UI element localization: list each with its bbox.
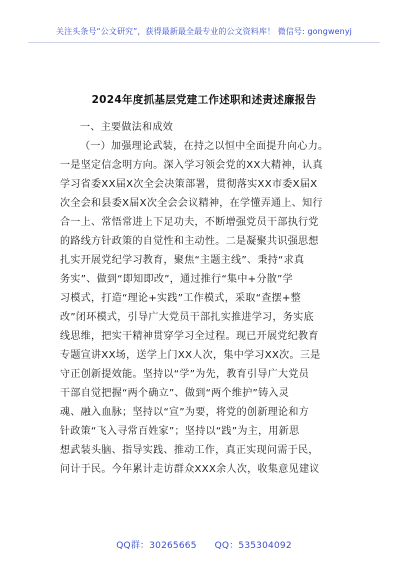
body-line: 扎实开展党纪学习教育，聚焦“主题主线”、秉持“求真	[60, 255, 305, 266]
body-line: 合一上、常悟常进上下足功夫，不断增强党员干部执行党	[60, 217, 319, 228]
body-line: 的路线方针政策的自觉性和主动性。二是凝聚共识强思想	[60, 236, 319, 247]
body-line: 一是坚定信念明方向。深入学习领会党的XX大精神，认真	[60, 160, 323, 171]
body-line: 习模式，打造“理论+实践”工作模式，采取“查摆+整	[60, 293, 302, 304]
body-line: 次全会和县委X届X次全会会议精神，在学懂弄通上、知行	[60, 198, 323, 209]
document-title: 2024年度抓基层党建工作述职和述责述廉报告	[91, 94, 317, 106]
body-line: 线思维，把实干精神贯穿学习全过程。现已开展党纪教育	[60, 331, 319, 342]
body-line: 想武装头脑、指导实践、推动工作，真正实现问需于民，	[60, 445, 319, 456]
body-line: 问计于民。今年累计走访群众XXX余人次，收集意见建议	[60, 464, 320, 475]
header-divider	[28, 42, 380, 43]
body-line: 专题宣讲XX场，送学上门XX人次，集中学习XX次。三是	[60, 350, 321, 361]
body-line: 干部自觉把握“两个确立”、做到“两个维护”铸入灵	[60, 388, 290, 399]
body-line: 针政策“飞入寻常百姓家”；坚持以“践”为主，用新思	[60, 426, 300, 437]
section-heading: 一、主要做法和成效	[80, 122, 174, 133]
body-line: （一）加强理论武装，在持之以恒中全面提升向心力。	[80, 141, 329, 152]
footer-qq-number: QQ：535304092	[214, 541, 292, 551]
header-promo-note: 关注头条号“公文研究”，获得最新最全最专业的公文资料库！ 微信号: gongwenyj	[56, 27, 352, 36]
body-line: 守正创新提效能。坚持以“学”为先，教育引导广大党员	[60, 369, 310, 380]
body-line: 魂、融入血脉；坚持以“宣”为要，将党的创新理论和方	[60, 407, 310, 418]
footer-qq-group: QQ群：30265665	[116, 541, 197, 551]
body-line: 改”闭环模式，引导广大党员干部扎实推进学习，务实底	[60, 312, 314, 323]
body-line: 学习省委XX届X次全会决策部署，贯彻落实XX市委X届X	[60, 179, 318, 190]
body-line: 务实”、做到“即知即改”，通过推行“集中+分散”学	[60, 274, 294, 285]
footer-contact	[0, 538, 408, 551]
